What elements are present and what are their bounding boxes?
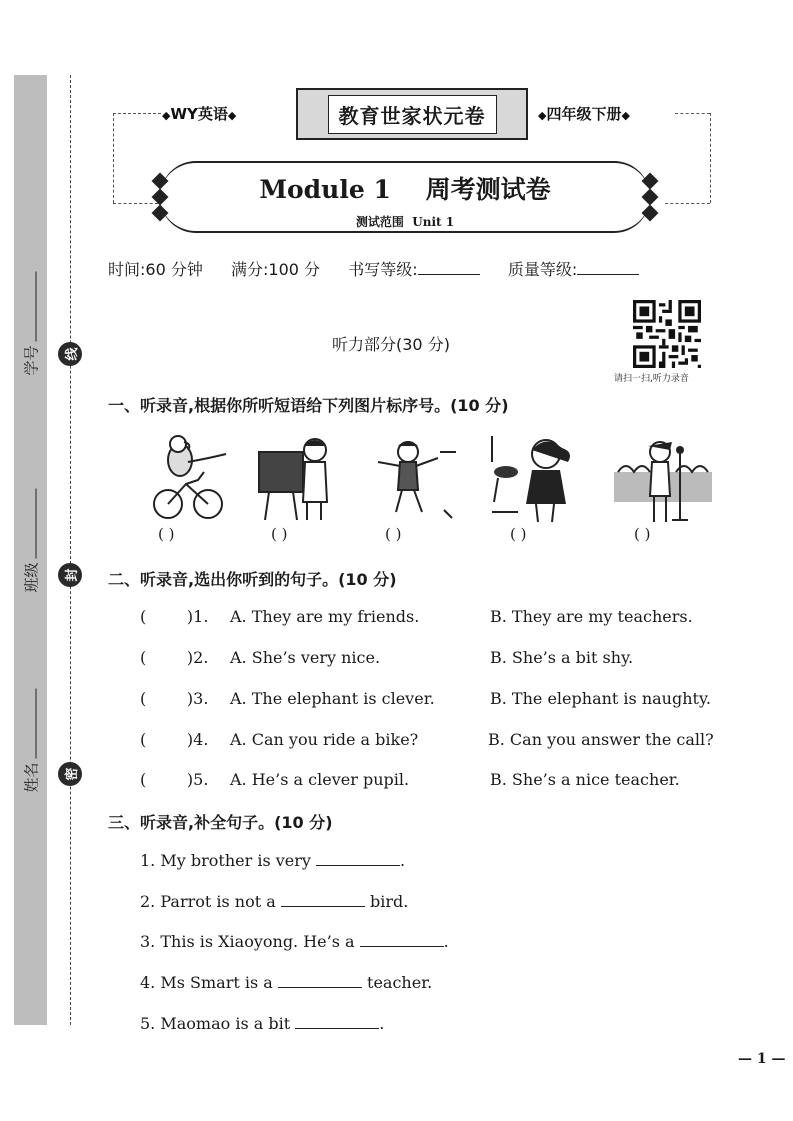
seal-seal-badge: 封 [58, 563, 82, 587]
name-field [14, 670, 47, 820]
parrot-bike-picture [148, 432, 233, 524]
grade-tag: ◆四年级下册◆ [538, 105, 630, 123]
choice-b-1: B. They are my teachers. [490, 607, 693, 626]
picture-answer-5[interactable]: ( ) [634, 525, 651, 543]
choice-num-3[interactable]: ( )3. [140, 689, 209, 708]
subject-tag: ◆WY英语◆ [162, 105, 237, 123]
subject-tag-text: WY英语 [170, 105, 228, 123]
section3-heading: 三、听录音,补全句子。(10 分) [108, 813, 333, 832]
name-label: 姓名 [22, 762, 41, 793]
header-dash-right [675, 113, 710, 114]
picture-answer-4[interactable]: ( ) [510, 525, 527, 543]
exam-info [108, 257, 639, 280]
class-label: 班级 [22, 562, 41, 593]
seal-line-badge: 线 [58, 342, 82, 366]
qr-caption: 请扫一扫,听力录音 [614, 374, 689, 384]
fill-post-1: . [400, 851, 406, 870]
fill-blank-4[interactable] [278, 973, 362, 988]
fill-blank-3[interactable] [360, 932, 444, 947]
series-banner [296, 88, 528, 140]
fill-sentence-4 [140, 973, 432, 992]
full-score-info: 满分:100 分 [231, 260, 321, 279]
choice-a-3: A. The elephant is clever. [230, 689, 435, 708]
choice-a-1: A. They are my friends. [230, 607, 420, 626]
header-dash-left [113, 113, 161, 114]
choice-num-4[interactable]: ( )4. [140, 730, 209, 749]
fill-pre-1: 1. My brother is very [140, 851, 311, 870]
fill-pre-4: 4. Ms Smart is a [140, 973, 273, 992]
phone-call-picture [488, 432, 583, 524]
time-info: 时间:60 分钟 [108, 260, 203, 279]
picture-answer-3[interactable]: ( ) [385, 525, 402, 543]
fill-post-3: . [443, 932, 449, 951]
section2-heading: 二、听录音,选出你听到的句子。(10 分) [108, 570, 397, 589]
header-dash-left-low [113, 203, 158, 204]
fill-sentence-5 [140, 1014, 384, 1033]
choice-b-4: B. Can you answer the call? [488, 730, 714, 749]
cut-line [70, 75, 71, 1025]
fill-pre-3: 3. This is Xiaoyong. He’s a [140, 932, 355, 951]
series-banner-text: 教育世家状元卷 [328, 95, 497, 134]
fill-blank-2[interactable] [281, 892, 365, 907]
qr-code-icon[interactable] [633, 300, 701, 368]
student-no-label: 学号 [22, 345, 41, 376]
choice-num-2[interactable]: ( )2. [140, 648, 209, 667]
fill-post-2: bird. [369, 892, 409, 911]
header-vdash-right [710, 113, 711, 203]
choice-b-3: B. The elephant is naughty. [490, 689, 711, 708]
quality-grade-blank[interactable] [577, 260, 639, 275]
listening-heading: 听力部分(30 分) [332, 335, 450, 354]
page-title: Module 1 周考测试卷 [259, 175, 551, 204]
writing-grade-label: 书写等级: [348, 260, 418, 279]
seal-secret-badge: 密 [58, 762, 82, 786]
fill-sentence-1 [140, 851, 405, 870]
fill-post-5: . [379, 1014, 385, 1033]
writing-grade-blank[interactable] [418, 260, 480, 275]
choice-b-2: B. She’s a bit shy. [490, 648, 634, 667]
section1-heading: 一、听录音,根据你所听短语给下列图片标序号。(10 分) [108, 396, 509, 415]
choice-a-2: A. She’s very nice. [230, 648, 381, 667]
fill-sentence-2 [140, 892, 408, 911]
girl-cheering-picture [360, 432, 460, 524]
grade-tag-text: 四年级下册 [546, 105, 622, 123]
header-vdash-left [113, 113, 114, 203]
test-scope: 测试范围 Unit 1 [355, 215, 455, 229]
fill-sentence-3 [140, 932, 449, 951]
fill-pre-2: 2. Parrot is not a [140, 892, 276, 911]
choice-num-5[interactable]: ( )5. [140, 770, 209, 789]
student-no-field [14, 253, 47, 403]
teacher-blackboard-picture [255, 432, 335, 524]
choice-b-5: B. She’s a nice teacher. [490, 770, 680, 789]
class-field [14, 470, 47, 620]
picture-answer-2[interactable]: ( ) [271, 525, 288, 543]
fill-blank-1[interactable] [316, 851, 400, 866]
singer-microphone-picture [614, 432, 712, 524]
picture-answer-1[interactable]: ( ) [158, 525, 175, 543]
quality-grade-label: 质量等级: [507, 260, 578, 279]
fill-post-4: teacher. [367, 973, 433, 992]
header-dash-right-low [665, 203, 710, 204]
fill-blank-5[interactable] [295, 1014, 379, 1029]
page-number: — 1 — [738, 1051, 786, 1067]
choice-a-5: A. He’s a clever pupil. [230, 770, 410, 789]
choice-a-4: A. Can you ride a bike? [230, 730, 419, 749]
choice-num-1[interactable]: ( )1. [140, 607, 209, 626]
fill-pre-5: 5. Maomao is a bit [140, 1014, 291, 1033]
